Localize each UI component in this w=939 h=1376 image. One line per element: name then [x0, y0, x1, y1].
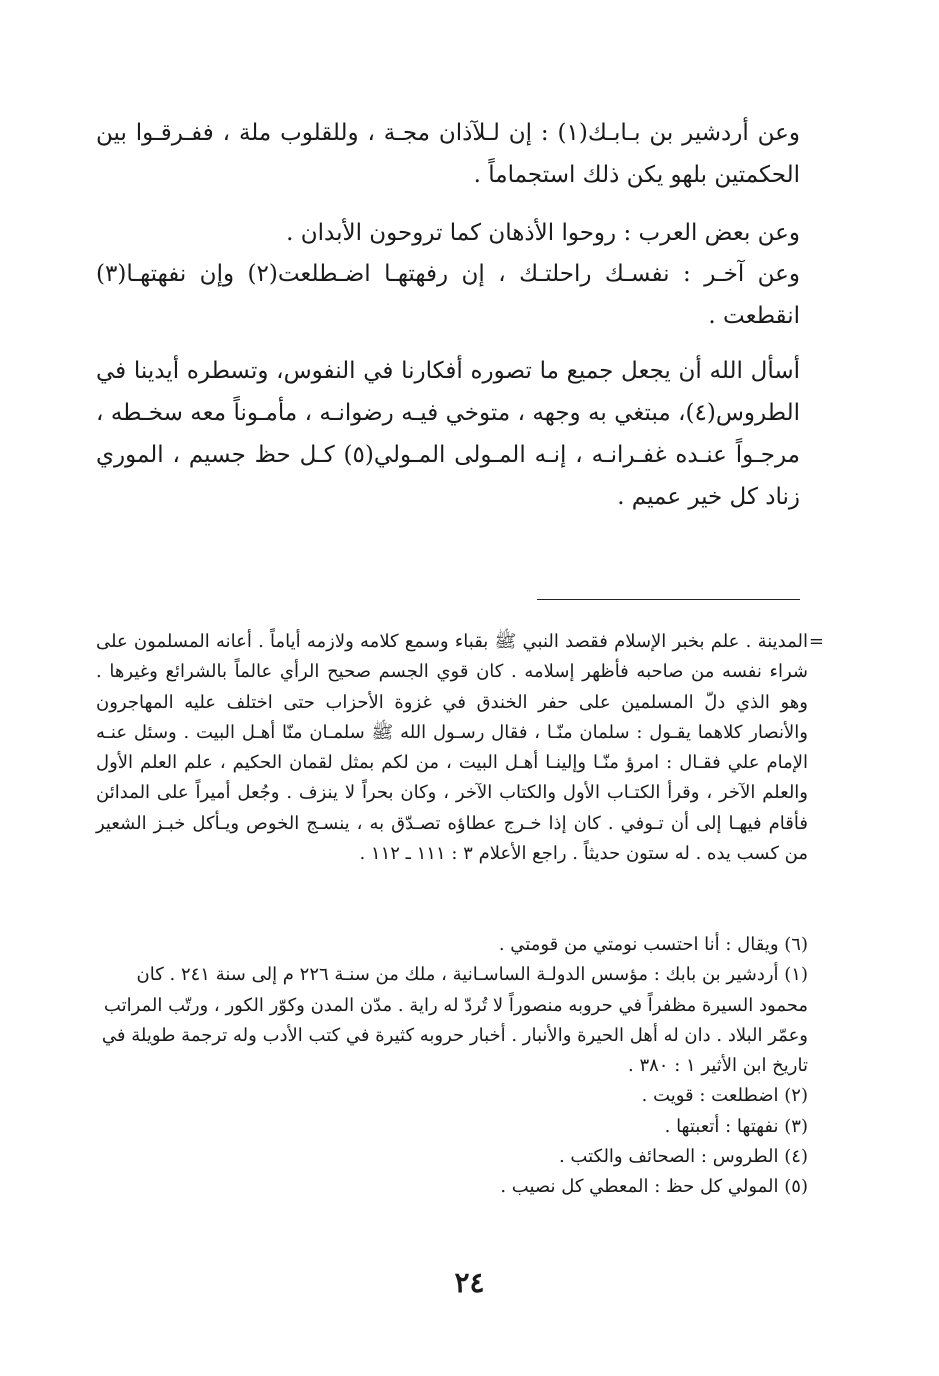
footnote-divider	[537, 599, 800, 600]
footnote-continuation-text: المدينة . علم بخبر الإسلام فقصد النبي ﷺ بقباء وسمع كلامه ولازمه أياماً . أعانه المسلمون على شراء نفسه من صاحبه فأظهر إسلامه . كان قوي الجسم صحيح الرأي عالماً بالشرائع وغيرها . وهو الذي دلّ المسلمين على حفر الخندق في غزوة الأحزاب حتى اختلف عليه المهاجرون والأنصار كلاهما يقـول : سلمان منّـا ، فقال رسـول الله ﷺ سلمـان منّا أهـل البيت . وسئل عنـه الإمام علي فقـال : امرؤ منّـا وإلينـا أهـل البيت ، من لكم بمثل لقمان الحكيم ، علم العلم الأول والعلم الآخر ، وقرأ الكتـاب الأول والكتاب الآخر ، وكان بحراً لا ينزف . وجُعل أميراً على المدائن فأقام فيهـا إلى أن تـوفي . كان إذا خـرج عطاؤه تصـدّق به ، ينسـج الخوص ويـأكل خبـز الشعير من كسب يده . له ستون حديثاً . راجع الأعلام ٣ : ١١١ ـ ١١٢ .	[96, 631, 808, 865]
paragraph-ardashir-quote: وعن أردشير بن بـابـك(١) : إن لـلآذان مجـة ، وللقلوب ملة ، ففـرقـوا بين الحكمتين بلهو يكن ذلك استجماماً .	[96, 120, 800, 188]
footnote-text: الطروس : الصحائف والكتب .	[558, 1146, 779, 1168]
footnote-continuation	[96, 627, 824, 869]
footnote-item	[96, 1112, 808, 1142]
footnote-number: (٢)	[778, 1085, 808, 1107]
footnote-list	[96, 930, 808, 1203]
page-number: ٢٤	[454, 1266, 485, 1299]
footnote-text: اضطلعت : قويت .	[641, 1085, 779, 1107]
footnote-text: المولي كل حظ : المعطي كل نصيب .	[500, 1176, 779, 1198]
footnote-number: (٣)	[778, 1115, 808, 1137]
footnote-text: أردشير بن بابك : مؤسس الدولـة الساسـانية ، ملك من سنـة ٢٢٦ م إلى سنة ٢٤١ . كان محمود السيرة مظفراً في حروبه منصوراً لا تُردّ له راية . مدّن المدن وكوّر الكور ، ورتّب المراتب وعمّر البلاد . دان له أهل الحيرة والأنبار . أخبار حروبه كثيرة في كتب الأدب وله ترجمة طويلة في تاريخ ابن الأثير ١ : ٣٨٠ .	[101, 964, 808, 1077]
footnote-text: نفهتها : أتعبتها .	[664, 1115, 779, 1137]
footnote-number: (١)	[778, 964, 808, 986]
footnote-item	[96, 960, 808, 1081]
footnote-number: (٦)	[778, 934, 808, 955]
continuation-mark: =	[808, 631, 824, 652]
footnote-number: (٤)	[778, 1146, 808, 1168]
paragraph-closing-prayer: أسأل الله أن يجعل جميع ما تصوره أفكارنا في النفوس، وتسطره أيدينا في الطروس(٤)، مبتغي به وجهه ، متوخي فيـه رضوانـه ، مأمـوناً معه سخـطه ، مرجـواً عنـده غفـرانـه ، إنـه المـولى المـولي(٥) كـل حظ جسيم ، الموري زناد كل خير عميم .	[96, 358, 801, 510]
footnote-item	[96, 1142, 808, 1172]
footnote-item	[96, 1172, 808, 1202]
footnote-number: (٥)	[778, 1176, 808, 1198]
paragraph-another-saying: وعن آخـر : نفسـك راحلتـك ، إن رفهتهـا اضـطلعت(٢) وإن نفهتهـا(٣) انقطعت .	[96, 261, 801, 329]
footnote-text: ويقال : أنا احتسب نومتي من قومتي .	[498, 934, 779, 955]
footnote-item	[96, 930, 808, 960]
paragraph-arab-saying: وعن بعض العرب : روحوا الأذهان كما تروحون الأبدان .	[286, 220, 800, 246]
footnote-item	[96, 1081, 808, 1111]
